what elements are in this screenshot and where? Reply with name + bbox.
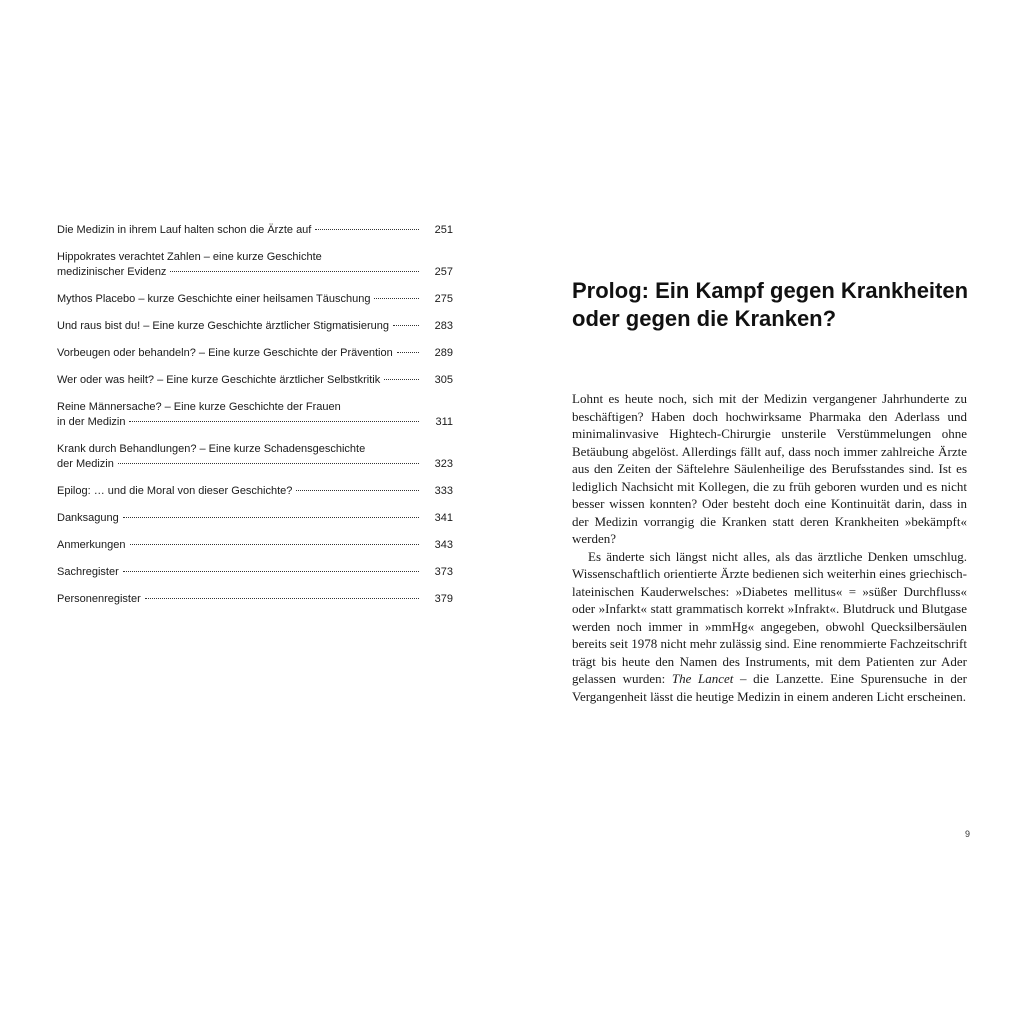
dot-leader [374,297,419,299]
toc-page-number: 257 [434,266,453,278]
toc-entry-title [57,511,429,526]
toc-entry [57,346,453,361]
toc-page-number: 283 [434,320,453,332]
toc-entry-line: der Medizin [57,458,114,470]
toc-entry-line: Danksagung [57,512,119,524]
text-run: Lohnt es heute noch, sich mit der Medizin vergangener Jahrhunderte zu beschäftigen? Haben doch hochwirksame Pharmaka den Aderlass und minimalinvasive Hightech-Chirurgie unsterile Verstümmelungen ohne Betäubung abgelöst. Allerdings fällt auf, dass noch immer zahlreiche Ärzte aus den Zeiten der Säftelehre Säulenheilige des Berufsstandes sind. Ist es lediglich Nachsicht mit Kollegen, die zu früh geboren wurden und es nicht besser wissen konnten? Oder besteht doch eine Kontinuität darin, dass in der Medizin vorrangig die Kranken statt deren Krankheiten »bekämpft« werden? [572,391,967,546]
toc-page-number: 343 [434,539,453,551]
toc-page-number: 373 [434,566,453,578]
toc-page-number: 379 [434,593,453,605]
text-run: – die Lanzette. Eine Spurensuche in der Vergangenheit lässt die heutige Medizin in einem anderen Licht erscheinen. [572,671,968,704]
toc-entry-line: Die Medizin in ihrem Lauf halten schon die Ärzte auf [57,224,312,236]
body-paragraph [572,548,967,706]
toc-entry-line: Mythos Placebo – kurze Geschichte einer heilsamen Täuschung [57,293,371,305]
toc-entry-title [57,442,429,472]
toc-entry-line: Anmerkungen [57,539,126,551]
toc-list [57,223,453,607]
toc-entry [57,538,453,553]
toc-page-number: 289 [434,347,453,359]
toc-entry-title [57,250,429,280]
dot-leader [393,324,419,326]
toc-entry-title [57,400,429,430]
toc-entry-line: Reine Männersache? – Eine kurze Geschichte der Frauen [57,401,341,413]
toc-entry-title [57,565,429,580]
toc-entry [57,511,453,526]
dot-leader [129,420,419,422]
toc-entry [57,592,453,607]
dot-leader [296,489,419,491]
dot-leader [384,378,419,380]
prolog-body [572,390,967,705]
toc-page-number: 305 [434,374,453,386]
toc-entry [57,319,453,334]
toc-entry-line: in der Medizin [57,416,126,428]
dot-leader [170,270,419,272]
toc-page-number: 333 [434,485,453,497]
toc-entry-title [57,292,429,307]
toc-entry-title [57,484,429,499]
dot-leader [123,570,419,572]
toc-page-number: 275 [434,293,453,305]
toc-entry-line: Krank durch Behandlungen? – Eine kurze Schadensgeschichte [57,443,366,455]
toc-entry [57,565,453,580]
dot-leader [397,351,419,353]
toc-entry [57,373,453,388]
table-of-contents [57,223,453,619]
toc-entry [57,223,453,238]
dot-leader [315,228,419,230]
toc-page-number: 341 [434,512,453,524]
toc-entry [57,250,453,280]
toc-entry-line: Hippokrates verachtet Zahlen – eine kurze Geschichte [57,251,322,263]
toc-page-number: 311 [435,416,453,428]
text-run: Es änderte sich längst nicht alles, als das ärztliche Denken umschlug. Wissenschaftlich orientierte Ärzte bedienen sich weiterhin eines griechisch-lateinischen Kauderwelsches: »Diabetes mellitus« = »süßer Durchfluss« oder »Infarkt« statt grammatisch korrekt »Infrakt«. Blutdruck und Blutgase werden noch immer in »mmHg« angegeben, obwohl Quecksilbersäulen bereits seit 1978 nicht mehr zulässig sind. Eine renommierte Fachzeitschrift trägt bis heute den Namen des Instruments, mit dem Patienten zur Ader gelassen wurden: [572,548,967,686]
dot-leader [123,516,419,518]
toc-entry-title [57,346,429,361]
toc-entry [57,292,453,307]
toc-entry-line: medizinischer Evidenz [57,266,167,278]
toc-entry [57,442,453,472]
toc-page-number: 251 [434,224,453,236]
dot-leader [118,462,419,464]
toc-page-number: 323 [434,458,453,470]
toc-entry-title [57,538,429,553]
body-paragraph [572,390,967,548]
toc-entry-title [57,592,429,607]
dot-leader [145,597,419,599]
toc-entry [57,400,453,430]
toc-entry-line: Vorbeugen oder behandeln? – Eine kurze Geschichte der Prävention [57,347,393,359]
toc-entry-line: Epilog: … und die Moral von dieser Geschichte? [57,485,293,497]
toc-entry-line: Und raus bist du! – Eine kurze Geschichte ärztlicher Stigmatisierung [57,320,389,332]
toc-entry-line: Wer oder was heilt? – Eine kurze Geschichte ärztlicher Selbstkritik [57,374,381,386]
chapter-heading: Prolog: Ein Kampf gegen Krankheiten oder gegen die Kranken? [572,278,969,331]
toc-entry [57,484,453,499]
toc-entry-line: Sachregister [57,566,119,578]
italic-title: The Lancet [671,671,734,686]
dot-leader [130,543,420,545]
toc-entry-title [57,223,429,238]
toc-entry-line: Personenregister [57,593,141,605]
toc-entry-title [57,373,429,388]
toc-entry-title [57,319,429,334]
page-number: 9 [964,829,970,839]
